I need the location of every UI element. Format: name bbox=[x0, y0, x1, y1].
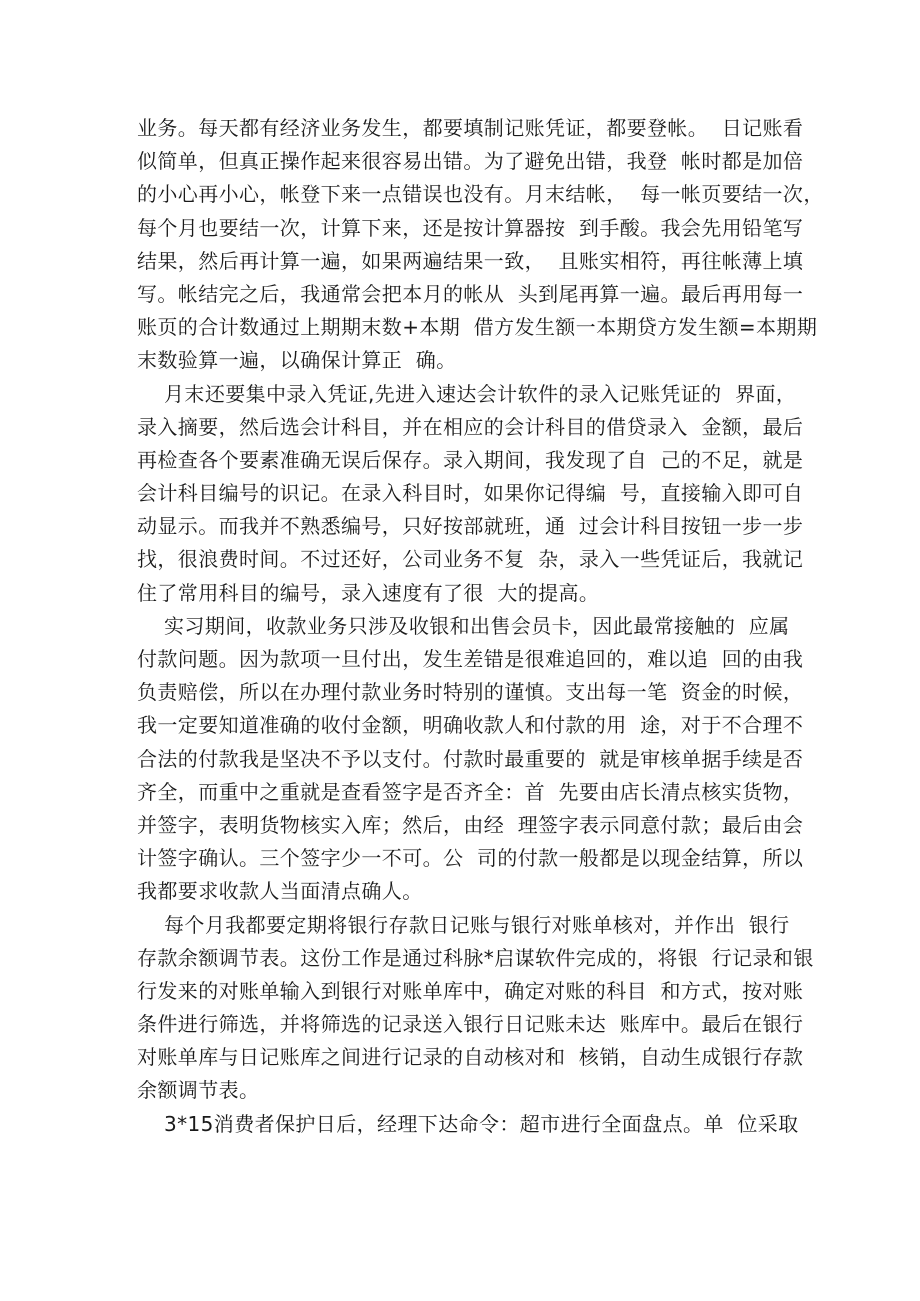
paragraph bbox=[137, 1108, 799, 1141]
text-line: 会计科目编号的识记。在录入科目时，如果你记得编 号，直接输入即可自 bbox=[137, 481, 804, 506]
text-line: 负责赔偿，所以在办理付款业务时特别的谨慎。支出每一笔 资金的时候， bbox=[137, 680, 804, 705]
text-line: 似简单，但真正操作起来很容易出错。为了避免出错，我登 帐时都是加倍 bbox=[137, 149, 804, 174]
text-line: 齐全，而重中之重就是查看签字是否齐全：首 先要由店长清点核实货物， bbox=[137, 779, 804, 804]
text-line: 账页的合计数通过上期期末数+本期 借方发生额一本期贷方发生额=本期期 bbox=[137, 315, 818, 340]
text-line: 条件进行筛选，并将筛选的记录送入银行日记账未达 账库中。最后在银行 bbox=[137, 1012, 804, 1037]
text-line: 录入摘要，然后选会计科目，并在相应的会计科目的借贷录入 金额，最后 bbox=[137, 414, 804, 439]
paragraph bbox=[137, 610, 804, 909]
text-line: 业务。每天都有经济业务发生，都要填制记账凭证，都要登帐。 日记账看 bbox=[137, 116, 804, 140]
text-line: 付款问题。因为款项一旦付出，发生差错是很难追回的，难以追 回的由我 bbox=[137, 647, 804, 671]
paragraph bbox=[137, 378, 804, 610]
text-line: 计签字确认。三个签字少一不可。公 司的付款一般都是以现金结算，所以 bbox=[137, 846, 804, 871]
text-line: 对账单库与日记账库之间进行记录的自动核对和 核销，自动生成银行存款 bbox=[137, 1045, 804, 1070]
text-line: 月末还要集中录入凭证,先进入速达会计软件的录入记账凭证的 界面， bbox=[137, 381, 797, 406]
text-line: 3*15消费者保护日后，经理下达命令：超市进行全面盘点。单 位采取 bbox=[137, 1111, 799, 1136]
text-line: 并签字，表明货物核实入库；然后，由经 理签字表示同意付款；最后由会 bbox=[137, 812, 804, 837]
text-line: 写。帐结完之后，我通常会把本月的帐从 头到尾再算一遍。最后再用每一 bbox=[137, 281, 804, 306]
text-line: 动显示。而我并不熟悉编号，只好按部就班，通 过会计科目按钮一步一步 bbox=[137, 514, 804, 539]
text-line: 余额调节表。 bbox=[137, 1078, 260, 1103]
text-line: 我都要求收款人当面清点确人。 bbox=[137, 879, 423, 904]
text-line: 再检查各个要素准确无误后保存。录入期间，我发现了自 己的不足，就是 bbox=[137, 447, 804, 472]
text-line: 的小心再小心，帐登下来一点错误也没有。月末结帐， 每一帐页要结一次， bbox=[137, 182, 824, 207]
paragraph bbox=[137, 112, 824, 378]
document-body bbox=[137, 112, 824, 1141]
text-line: 每个月也要结一次，计算下来，还是按计算器按 到手酸。我会先用铅笔写 bbox=[137, 215, 804, 240]
text-line: 行发来的对账单输入到银行对账单库中，确定对账的科目 和方式，按对账 bbox=[137, 978, 804, 1003]
text-line: 每个月我都要定期将银行存款日记账与银行对账单核对，并作出 银行 bbox=[137, 912, 790, 937]
text-line: 存款余额调节表。这份工作是通过科脉*启谋软件完成的，将银 行记录和银 bbox=[137, 945, 814, 970]
text-line: 结果，然后再计算一遍，如果两遍结果一致， 且账实相符，再往帐薄上填 bbox=[137, 248, 804, 273]
text-line: 找，很浪费时间。不过还好，公司业务不复 杂，录入一些凭证后，我就记 bbox=[137, 547, 804, 572]
text-line: 末数验算一遍，以确保计算正 确。 bbox=[137, 348, 457, 373]
text-line: 我一定要知道准确的收付金额，明确收款人和付款的用 途，对于不合理不 bbox=[137, 713, 804, 738]
text-line: 住了常用科目的编号，录入速度有了很 大的提高。 bbox=[137, 580, 600, 605]
text-line: 合法的付款我是坚决不予以支付。付款时最重要的 就是审核单据手续是否 bbox=[137, 746, 804, 771]
text-line: 实习期间，收款业务只涉及收银和出售会员卡，因此最常接触的 应属 bbox=[137, 613, 790, 638]
paragraph bbox=[137, 909, 814, 1108]
